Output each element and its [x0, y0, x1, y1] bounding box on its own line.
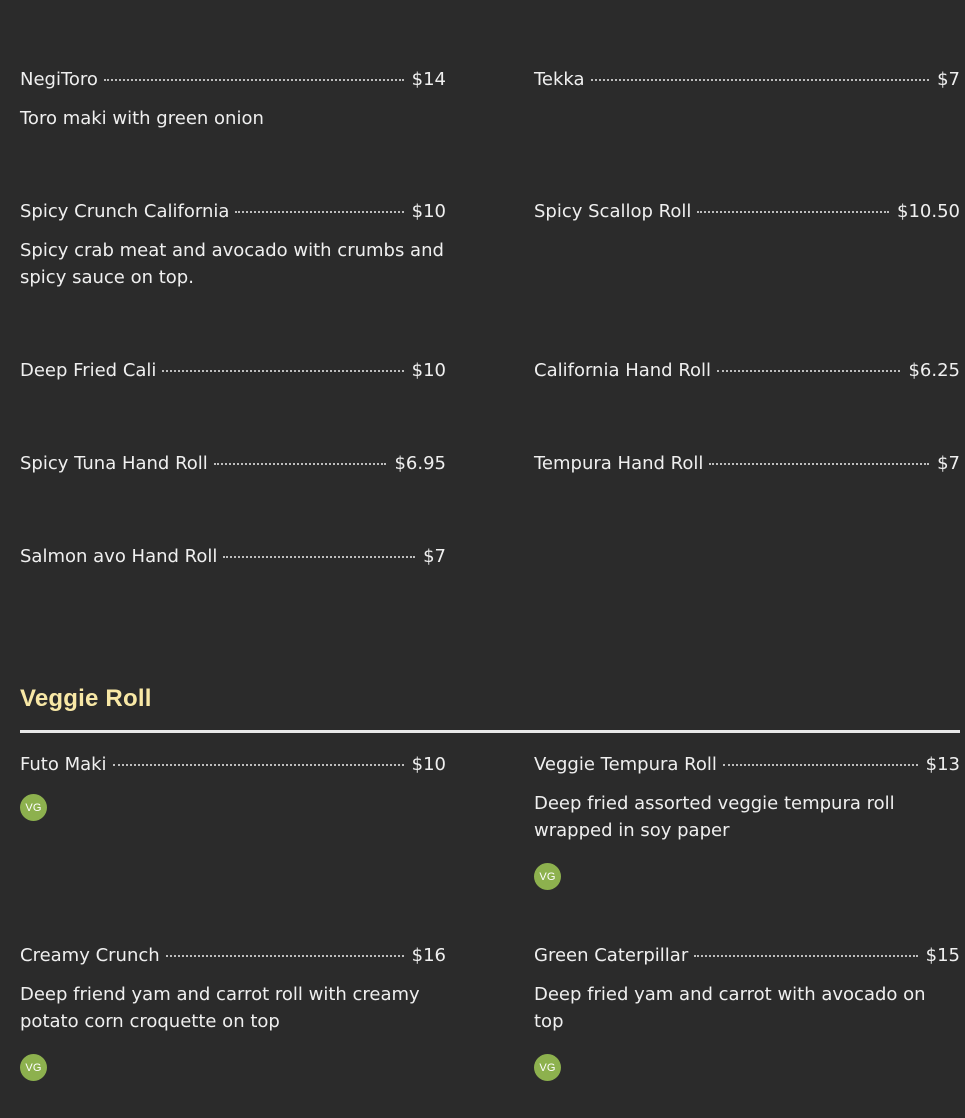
menu-item-description: Deep fried assorted veggie tempura roll wrapped in soy paper	[534, 793, 895, 841]
menu-item	[534, 200, 960, 224]
dietary-badge-container	[20, 1054, 446, 1081]
menu-item-header	[534, 359, 960, 383]
menu-item-price: $10	[411, 201, 446, 222]
menu-item	[20, 545, 446, 569]
menu-item	[20, 452, 446, 476]
menu-item-name: Futo Maki	[20, 754, 107, 775]
dotted-leader	[166, 955, 404, 957]
menu-item-header	[20, 359, 446, 383]
dietary-badge-container	[20, 794, 446, 821]
dotted-leader	[591, 79, 930, 81]
menu-item-price: $6.25	[908, 360, 960, 381]
menu-item-price: $7	[937, 69, 960, 90]
menu-item	[20, 753, 446, 821]
dotted-leader	[162, 370, 403, 372]
menu-item-description: Deep fried yam and carrot with avocado on top	[534, 984, 926, 1032]
menu-item-price: $10	[411, 754, 446, 775]
menu-item-name: Salmon avo Hand Roll	[20, 546, 218, 567]
menu-item	[534, 452, 960, 476]
dotted-leader	[723, 764, 918, 766]
vegan-badge-icon: VG	[20, 794, 47, 821]
menu-item-header	[20, 545, 446, 569]
menu-item	[20, 944, 446, 1081]
menu-item-name: Deep Fried Cali	[20, 360, 157, 381]
menu-item-description: Deep friend yam and carrot roll with creamy potato corn croquette on top	[20, 984, 420, 1032]
menu-item-price: $6.95	[394, 453, 446, 474]
dotted-leader	[113, 764, 404, 766]
menu-item-name: NegiToro	[20, 69, 98, 90]
menu-item-header	[534, 200, 960, 224]
menu-item	[534, 944, 960, 1081]
menu-item-name: Tempura Hand Roll	[534, 453, 704, 474]
menu-item-name: Creamy Crunch	[20, 945, 160, 966]
menu-item-price: $15	[925, 945, 960, 966]
menu-item-price: $14	[411, 69, 446, 90]
dotted-leader	[214, 463, 387, 465]
menu-item-price: $7	[423, 546, 446, 567]
menu-item	[534, 68, 960, 92]
menu-item-name: California Hand Roll	[534, 360, 712, 381]
menu-item-price: $10	[411, 360, 446, 381]
dotted-leader	[697, 211, 889, 213]
menu-item-name: Spicy Crunch California	[20, 201, 230, 222]
menu-item-price: $7	[937, 453, 960, 474]
menu-item-header	[534, 452, 960, 476]
dotted-leader	[235, 211, 403, 213]
dietary-badge-container	[534, 1054, 960, 1081]
vegan-badge-icon: VG	[534, 863, 561, 890]
menu-item-price: $13	[925, 754, 960, 775]
menu-item-name: Spicy Tuna Hand Roll	[20, 453, 208, 474]
dotted-leader	[223, 556, 415, 558]
menu-item-header	[534, 68, 960, 92]
menu-item-name: Tekka	[534, 69, 585, 90]
section-title-veggie-roll: Veggie Roll	[20, 685, 152, 712]
vegan-badge-icon: VG	[20, 1054, 47, 1081]
menu-item	[20, 359, 446, 383]
dotted-leader	[709, 463, 929, 465]
menu-item-header	[534, 944, 960, 968]
dotted-leader	[104, 79, 404, 81]
menu-item	[534, 753, 960, 890]
menu-item-description: Toro maki with green onion	[20, 108, 264, 129]
menu-item-header	[20, 944, 446, 968]
menu-item-header	[20, 200, 446, 224]
dietary-badge-container	[534, 863, 960, 890]
menu-item	[20, 68, 446, 132]
dotted-leader	[717, 370, 900, 372]
menu-item-header	[20, 753, 446, 777]
menu-item-header	[20, 452, 446, 476]
section-divider	[20, 730, 960, 733]
menu-item-header	[534, 753, 960, 777]
menu-item-price: $16	[411, 945, 446, 966]
dotted-leader	[694, 955, 917, 957]
menu-item	[20, 200, 446, 291]
menu-item-name: Spicy Scallop Roll	[534, 201, 692, 222]
menu-item-header	[20, 68, 446, 92]
vegan-badge-icon: VG	[534, 1054, 561, 1081]
menu-item-description: Spicy crab meat and avocado with crumbs and spicy sauce on top.	[20, 240, 444, 288]
menu-item	[534, 359, 960, 383]
menu-item-name: Green Caterpillar	[534, 945, 689, 966]
menu-item-name: Veggie Tempura Roll	[534, 754, 717, 775]
menu-item-price: $10.50	[897, 201, 960, 222]
